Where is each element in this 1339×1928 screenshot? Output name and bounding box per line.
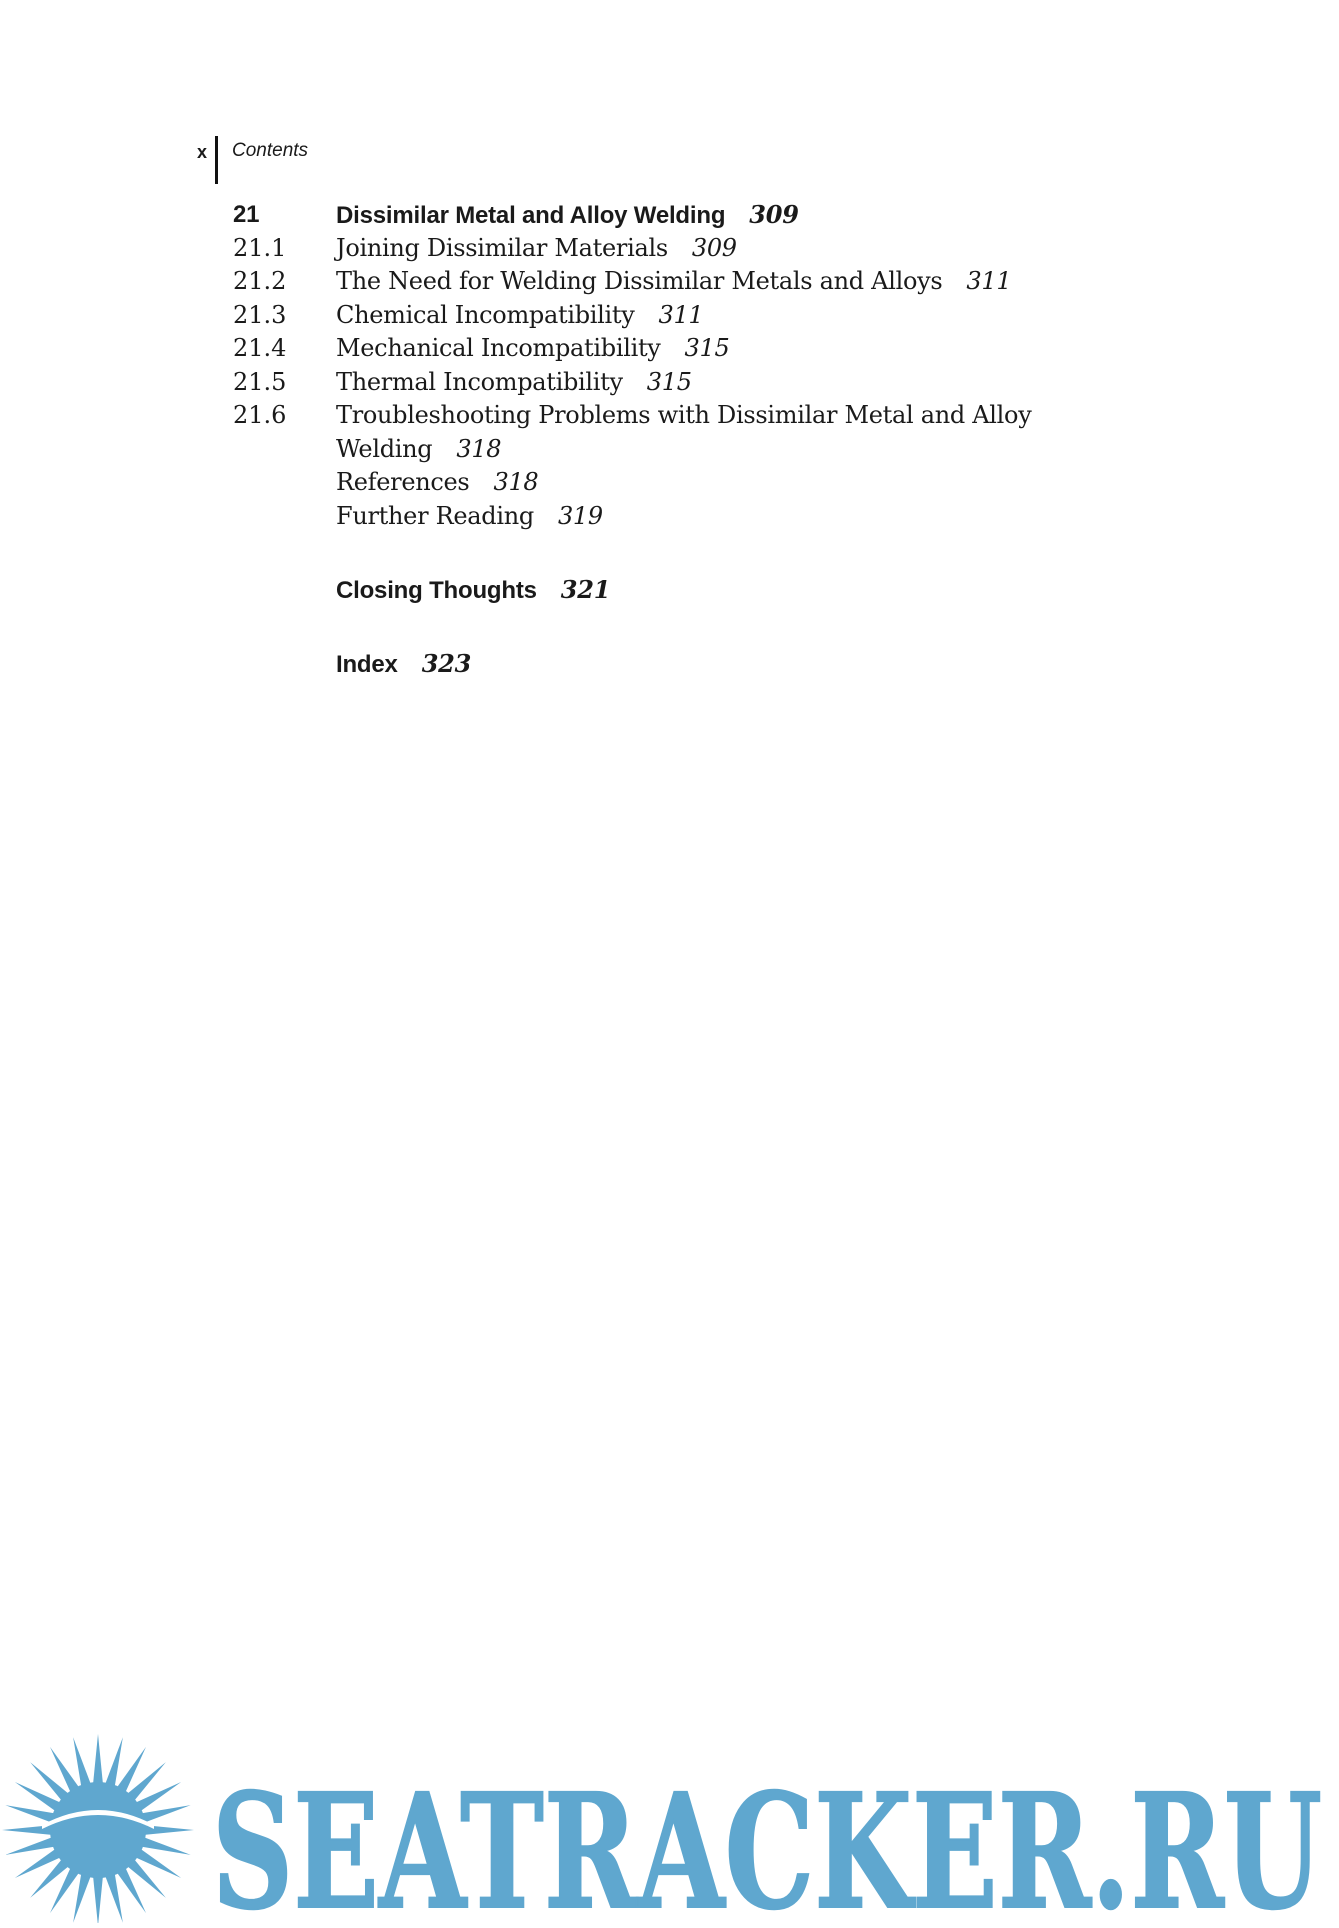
section-number: 21.5 [233,367,287,396]
toc-section-entry[interactable] [233,399,1073,433]
sun-ray [104,1737,123,1789]
toc-chapter-entry[interactable] [233,198,1073,232]
watermark-text: SEATRACKER.RU [212,1760,1322,1923]
references-title: References 318 [336,468,539,496]
sun-ray [93,1874,103,1923]
page-ref: 321 [560,575,611,604]
sun-ray [104,1871,123,1923]
page-ref: 309 [691,233,737,262]
toc-section-entry[interactable] [233,232,1073,266]
sun-logo-icon [2,1734,194,1923]
table-of-contents [233,198,1073,680]
page-ref: 311 [658,300,704,329]
section-title: Troubleshooting Problems with Dissimilar Metal and Alloy [336,401,1032,429]
closing-title: Closing Thoughts 321 [336,575,611,604]
sun-ray [5,1805,57,1824]
spacer [233,607,1073,647]
toc-section-entry[interactable] [233,299,1073,333]
page-ref: 311 [966,267,1012,295]
page-number: x [197,142,208,162]
section-number: 21.3 [233,300,287,329]
toc-further-reading-entry[interactable] [233,500,1073,534]
section-title: Mechanical Incompatibility 315 [336,334,730,362]
page-ref: 319 [557,501,603,530]
toc-section-entry[interactable] [233,366,1073,400]
toc-index-entry[interactable] [233,647,1073,681]
section-title: Chemical Incompatibility 311 [336,300,704,329]
sun-ray [139,1805,191,1824]
section-number: 21.2 [233,267,287,295]
spacer [233,533,1073,573]
section-number: 21.4 [233,334,287,362]
toc-section-entry[interactable] [233,265,1073,299]
watermark-graphic [0,1725,1339,1923]
sun-ray [93,1734,103,1786]
page-ref: 315 [684,334,730,362]
section-title: Joining Dissimilar Materials 309 [336,233,737,262]
watermark [0,1725,1339,1923]
page-ref: 315 [646,367,692,396]
toc-references-entry[interactable] [233,466,1073,500]
chapter-title: Dissimilar Metal and Alloy Welding 309 [336,200,799,229]
toc-section-entry[interactable] [233,332,1073,366]
running-head: Contents [232,140,309,161]
chapter-number: 21 [233,201,260,228]
header-rule [215,136,218,184]
section-title-continuation: Welding 318 [336,434,502,463]
section-title: The Need for Welding Dissimilar Metals and Alloys 311 [336,267,1012,295]
further-reading-title: Further Reading 319 [336,501,603,530]
section-title: Thermal Incompatibility 315 [336,367,692,396]
sun-ray [73,1871,92,1923]
sun-ray [73,1737,92,1789]
sun-ray [139,1836,191,1855]
sun-ray [5,1836,57,1855]
page-ref: 318 [456,434,502,463]
section-number: 21.1 [233,233,287,262]
page-ref: 323 [421,648,472,678]
index-title: Index 323 [336,648,472,678]
page-ref: 318 [493,468,539,496]
page-ref: 309 [749,200,799,229]
toc-section-continuation[interactable] [233,433,1073,467]
section-number: 21.6 [233,401,287,429]
toc-closing-entry[interactable] [233,573,1073,607]
